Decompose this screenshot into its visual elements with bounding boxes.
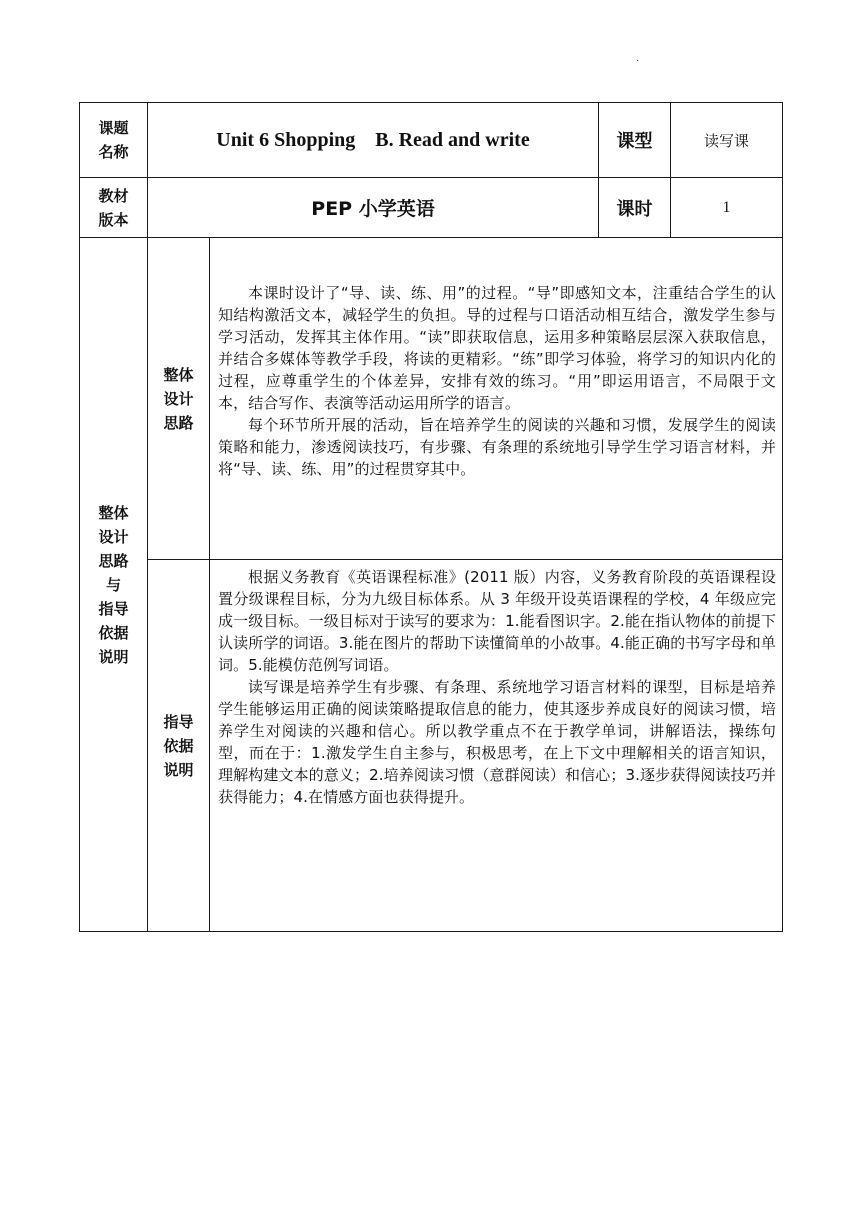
- topic-title: Unit 6 Shopping B. Read and write: [148, 103, 599, 178]
- corner-mark: ·: [636, 56, 640, 67]
- outer-label-line-6: 依据: [98, 623, 129, 642]
- basis-row: [80, 560, 783, 932]
- hours-value: 1: [671, 178, 783, 238]
- outer-label-line-1: 整体: [98, 503, 129, 522]
- outer-label-cell: [80, 238, 148, 932]
- basis-label-line-3: 说明: [163, 760, 194, 779]
- topic-label-line-1: 课题: [98, 119, 129, 137]
- design-label-line-1: 整体: [163, 365, 194, 384]
- basis-label-cell: [148, 560, 210, 932]
- design-paragraph-2: 每个环节所开展的活动，旨在培养学生的阅读的兴趣和习惯，发展学生的阅读策略和能力，渗透阅读技巧，有步骤、有条理的系统地引导学生学习语言材料，并将“导、读、练、用”的过程贯穿其中。: [218, 416, 776, 478]
- outer-label-line-4: 与: [105, 575, 121, 594]
- outer-label-line-3: 思路: [98, 551, 129, 570]
- topic-label-line-2: 名称: [98, 143, 129, 161]
- basis-paragraph-1: 根据义务教育《英语课程标准》(2011 版）内容，义务教育阶段的英语课程设置分级课程目标，分为九级目标体系。从 3 年级开设英语课程的学校，4 年级应完成一级目标。一级目标对于读写的要求为：1.能看图识字。2.能在指认物体的前提下认读所学的词语。3.能在图片的帮助下读懂简单的小故事。4.能正确的书写字母和单词。5.能模仿范例写词语。: [218, 568, 776, 674]
- design-label-cell: [148, 238, 210, 560]
- design-text-cell: [210, 238, 783, 560]
- hours-label: 课时: [599, 178, 671, 238]
- basis-label-line-2: 依据: [163, 736, 194, 755]
- type-value: 读写课: [671, 103, 783, 178]
- outer-label-line-7: 说明: [98, 647, 129, 666]
- textbook-label-cell: [80, 178, 148, 238]
- basis-paragraph-2: 读写课是培养学生有步骤、有条理、系统地学习语言材料的课型，目标是培养学生能够运用正确的阅读策略提取信息的能力，使其逐步养成良好的阅读习惯，培养学生对阅读的兴趣和信心。所以教学重点不在于教学单词，讲解语法，操练句型，而在于：1.激发学生自主参与，积极思考，在上下文中理解相关的语言知识，理解构建文本的意义；2.培养阅读习惯（意群阅读）和信心；3.逐步获得阅读技巧并获得能力；4.在情感方面也获得提升。: [218, 678, 776, 806]
- basis-text-cell: [210, 560, 783, 932]
- design-paragraph-1: 本课时设计了“导、读、练、用”的过程。“导”即感知文本，注重结合学生的认知结构激活文本，减轻学生的负担。导的过程与口语活动相互结合，激发学生参与学习活动，发挥其主体作用。“读”即获取信息，运用多种策略层层深入获取信息，并结合多媒体等教学手段，将读的更精彩。“练”即学习体验，将学习的知识内化的过程，应尊重学生的个体差异，安排有效的练习。“用”即运用语言，不局限于文本，结合写作、表演等活动运用所学的语言。: [218, 284, 776, 412]
- topic-label-cell: [80, 103, 148, 178]
- textbook-label-line-2: 版本: [98, 210, 129, 229]
- lesson-plan-table: [79, 102, 783, 932]
- outer-label-line-5: 指导: [98, 599, 129, 618]
- design-row: [80, 238, 783, 560]
- type-label: 课型: [599, 103, 671, 178]
- textbook-row: [80, 178, 783, 238]
- design-label-line-3: 思路: [163, 413, 194, 432]
- design-label-line-2: 设计: [163, 389, 194, 408]
- textbook-value: PEP 小学英语: [148, 178, 599, 238]
- topic-row: [80, 103, 783, 178]
- outer-label-line-2: 设计: [98, 527, 129, 546]
- basis-label-line-1: 指导: [163, 712, 194, 731]
- textbook-label-line-1: 教材: [98, 186, 129, 205]
